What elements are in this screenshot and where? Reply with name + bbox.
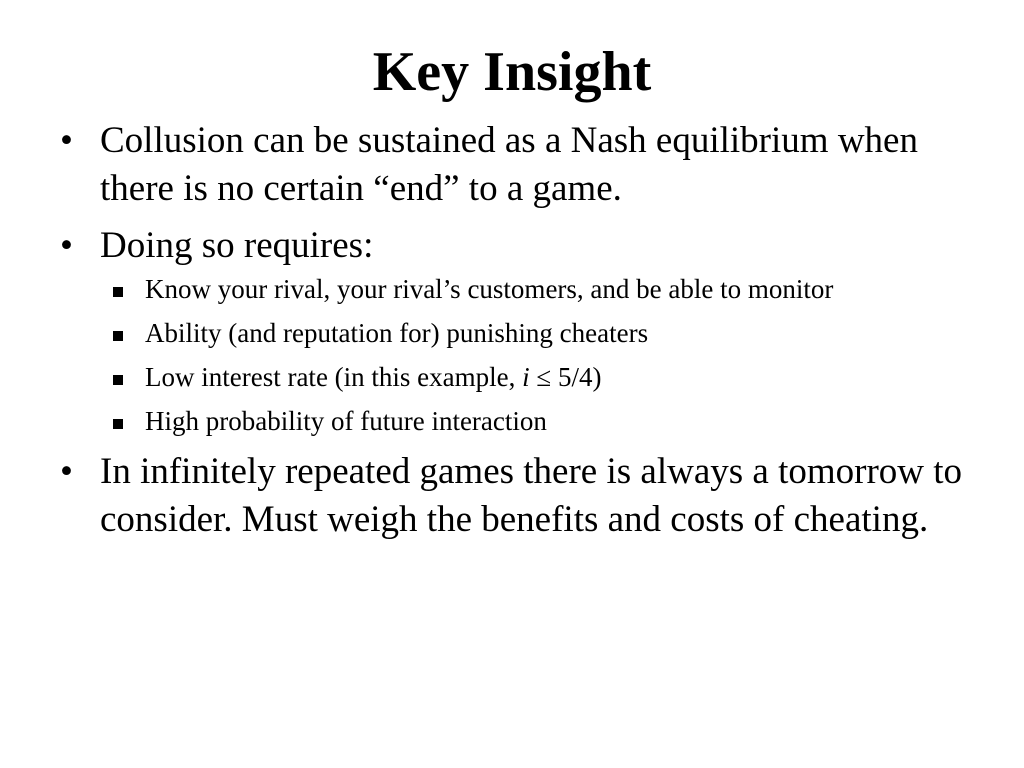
bullet-dot-icon: • [60,451,73,492]
sub-bullet-item [0,360,976,394]
bullet-item [0,117,1024,213]
sub-bullet-item [0,404,976,438]
sub-bullet-text: Know your rival, your rival’s customers, and be able to monitor [145,274,834,304]
sub-bullet-list [100,272,976,438]
bullet-text: Doing so requires: [100,225,374,266]
bullet-item [0,222,1024,438]
bullet-dot-icon: • [60,120,73,161]
bullet-text: Collusion can be sustained as a Nash equilibrium when there is no certain “end” to a game. [100,120,918,209]
slide-title: Key Insight [372,41,652,103]
sub-bullet-item [0,272,976,306]
square-bullet-icon [113,375,123,385]
bullet-dot-icon: • [60,225,73,266]
sub-bullet-text-after: ≤ 5/4) [529,362,602,392]
bullet-list [0,117,1024,553]
square-bullet-icon [113,287,123,297]
bullet-text: In infinitely repeated games there is always a tomorrow to consider. Must weigh the benefits and costs of cheating. [100,451,963,540]
square-bullet-icon [113,419,123,429]
sub-bullet-item [0,316,976,350]
sub-bullet-text-before: Low interest rate (in this example, [145,362,523,392]
square-bullet-icon [113,331,123,341]
bullet-item [0,448,1024,544]
sub-bullet-text: High probability of future interaction [145,406,547,436]
sub-bullet-text: Ability (and reputation for) punishing cheaters [145,318,649,348]
sub-bullet-italic-variable: i [522,362,530,392]
